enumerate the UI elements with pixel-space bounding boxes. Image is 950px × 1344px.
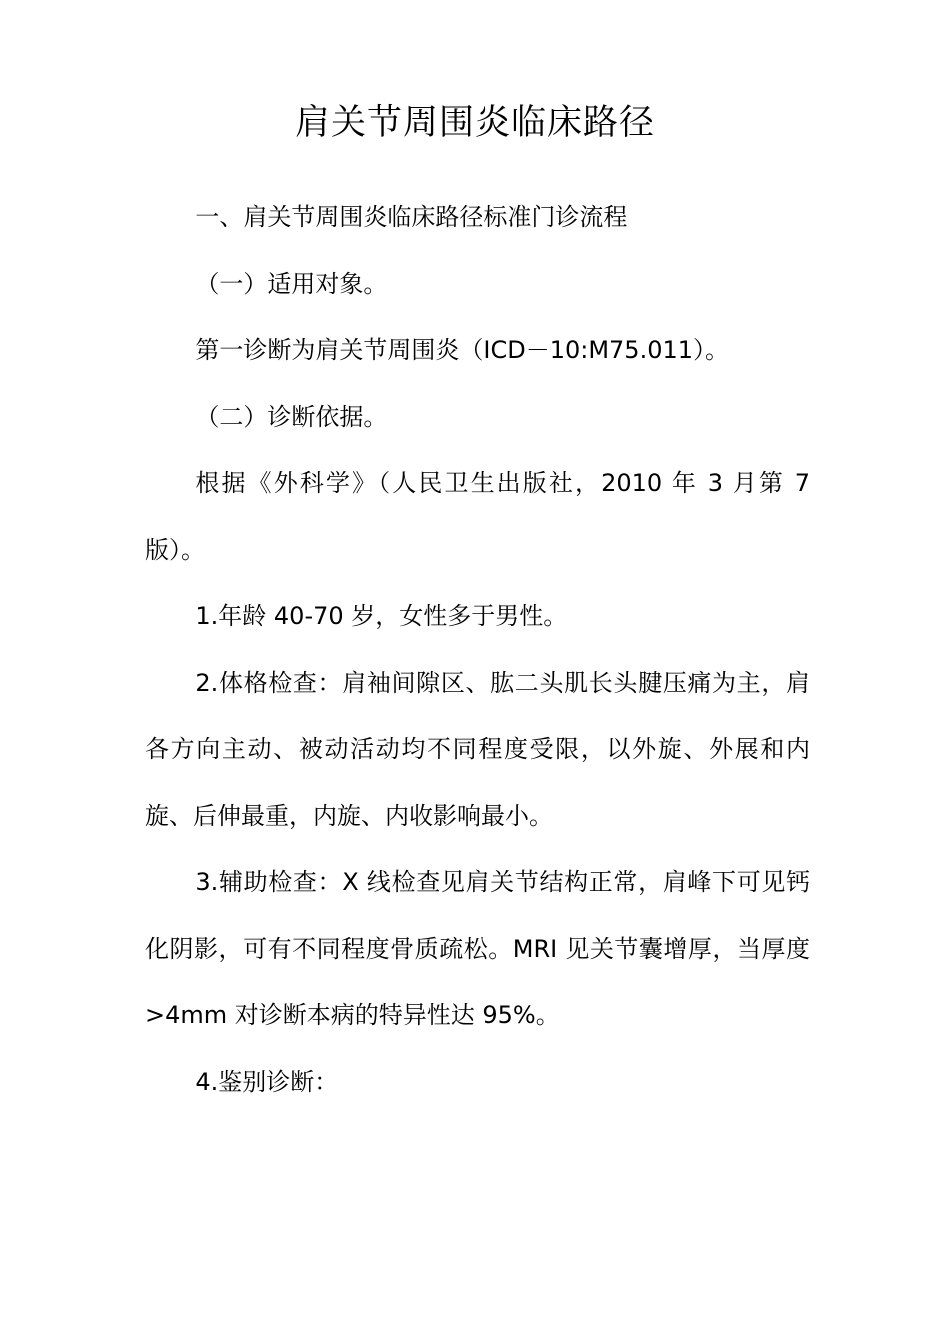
paragraph-differential-diagnosis: 4.鉴别诊断： <box>195 1067 339 1096</box>
paragraph-first-diagnosis: 第一诊断为肩关节周围炎（ICD－10:M75.011）。 <box>195 336 730 364</box>
document-title: 肩关节周围炎临床路径 <box>294 103 655 143</box>
subsection-applicable-objects: （一）适用对象。 <box>195 269 388 298</box>
paragraph-physical-exam: 2.体格检查：肩袖间隙区、肱二头肌长头腱压痛为主，肩各方向主动、被动活动均不同程度受限，以外旋、外展和内旋、后伸最重，内旋、内收影响最小。 <box>145 668 810 830</box>
paragraph-auxiliary-exam: 3.辅助检查：X 线检查见肩关节结构正常，肩峰下可见钙化阴影，可有不同程度骨质疏松。MRI 见关节囊增厚，当厚度>4mm 对诊断本病的特异性达 95%。 <box>145 868 810 1029</box>
document-body <box>145 184 810 1115</box>
paragraph-reference-textbook: 根据《外科学》（人民卫生出版社，2010 年 3 月第 7 版）。 <box>145 469 810 564</box>
section-heading-standard-outpatient-process: 一、肩关节周围炎临床路径标准门诊流程 <box>195 203 628 231</box>
paragraph-age: 1.年龄 40-70 岁，女性多于男性。 <box>195 602 568 630</box>
subsection-diagnostic-basis: （二）诊断依据。 <box>195 402 388 431</box>
